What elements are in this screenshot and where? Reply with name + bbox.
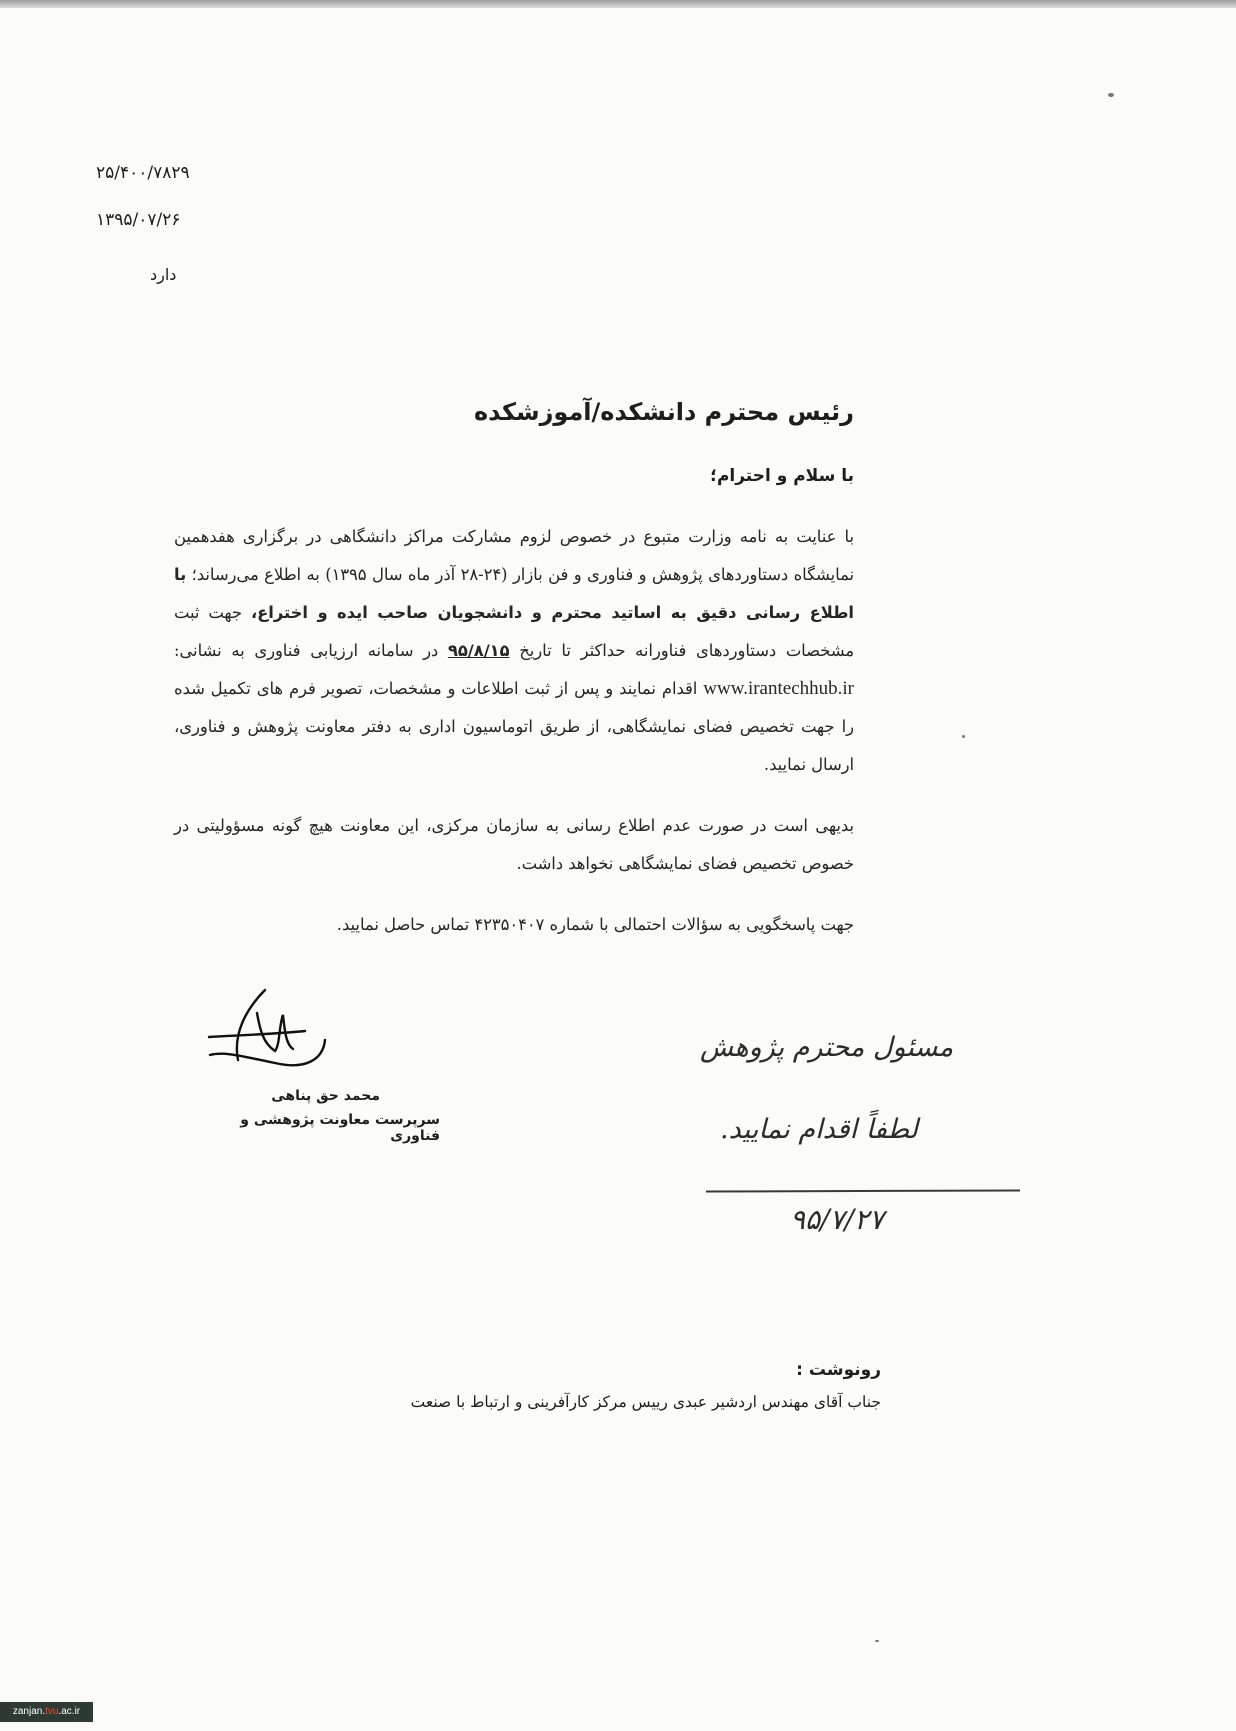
- cc-recipient: جناب آقای مهندس اردشیر عبدی رییس مرکز کارآفرینی و ارتباط با صنعت: [410, 1393, 881, 1411]
- p1-text-3: در سامانه ارزیابی فناوری به نشانی:: [174, 641, 448, 660]
- cc-label: رونوشت :: [796, 1360, 881, 1380]
- p1-text-4: اقدام نمایند و پس از ثبت اطلاعات و مشخصات، تصویر فرم های تکمیل شده را جهت تخصیص فضای نمایشگاهی، از طریق اتوماسیون اداری به دفتر معاونت پژوهش و فناوری، ارسال نمایید.: [174, 679, 854, 774]
- body-paragraph-1: [174, 518, 854, 784]
- signer-name: محمد حق پناهی: [271, 1088, 380, 1104]
- deadline-date: ۹۵/۸/۱۵: [447, 641, 510, 660]
- watermark-prefix: zanjan.: [12, 1706, 46, 1717]
- signature-mark: [205, 985, 355, 1090]
- handwritten-note-line-1: مسئول محترم پژوهش: [700, 1032, 954, 1063]
- scan-speck: [1108, 93, 1114, 97]
- watermark-accent: tvu: [45, 1706, 59, 1717]
- p1-text-2: جهت ثبت مشخصات دستاوردهای فناورانه حداکثر تا تاریخ: [174, 603, 854, 660]
- letter-date: ۱۳۹۵/۰۷/۲۶: [96, 210, 181, 230]
- handwritten-date: ۹۵/۷/۲۷: [790, 1203, 885, 1236]
- scan-speck: [875, 1640, 879, 1642]
- signer-title: سرپرست معاونت پژوهشی و فناوری: [240, 1112, 440, 1144]
- p1-bold-notice: با اطلاع رسانی دقیق به اساتید محترم و دانشجویان صاحب ایده و اختراع،: [174, 565, 854, 622]
- site-watermark[interactable]: [0, 1702, 93, 1722]
- body-paragraph-3: جهت پاسخگویی به سؤالات احتمالی با شماره ۴۲۳۵۰۴۰۷ تماس حاصل نمایید.: [336, 915, 854, 934]
- scan-speck: [962, 735, 965, 738]
- p1-text-1: با عنایت به نامه وزارت متبوع در خصوص لزوم مشارکت مراکز دانشگاهی در برگزاری هفدهمین نمایشگاه دستاوردهای پژوهش و فناوری و فن بازار (۲۴-۲۸ آذر ماه سال ۱۳۹۵) به اطلاع می‌رساند؛: [174, 527, 855, 584]
- letter-number: ۲۵/۴۰۰/۷۸۲۹: [96, 163, 190, 183]
- handwritten-note-line-2: لطفاً اقدام نمایید.: [720, 1114, 918, 1145]
- salutation: با سلام و احترام؛: [710, 466, 854, 486]
- website-link[interactable]: www.irantechhub.ir: [703, 678, 854, 699]
- body-paragraph-2: بدیهی است در صورت عدم اطلاع رسانی به سازمان مرکزی، این معاونت هیچ گونه مسؤولیتی در خصوص تخصیص فضای نمایشگاهی نخواهد داشت.: [174, 816, 854, 873]
- scan-border: [0, 0, 1236, 8]
- watermark-suffix: .ac.ir: [58, 1706, 81, 1717]
- handwritten-divider: [706, 1189, 1020, 1192]
- attachment-status: دارد: [150, 265, 177, 284]
- recipient-title: رئیس محترم دانشکده/آموزشکده: [473, 398, 854, 426]
